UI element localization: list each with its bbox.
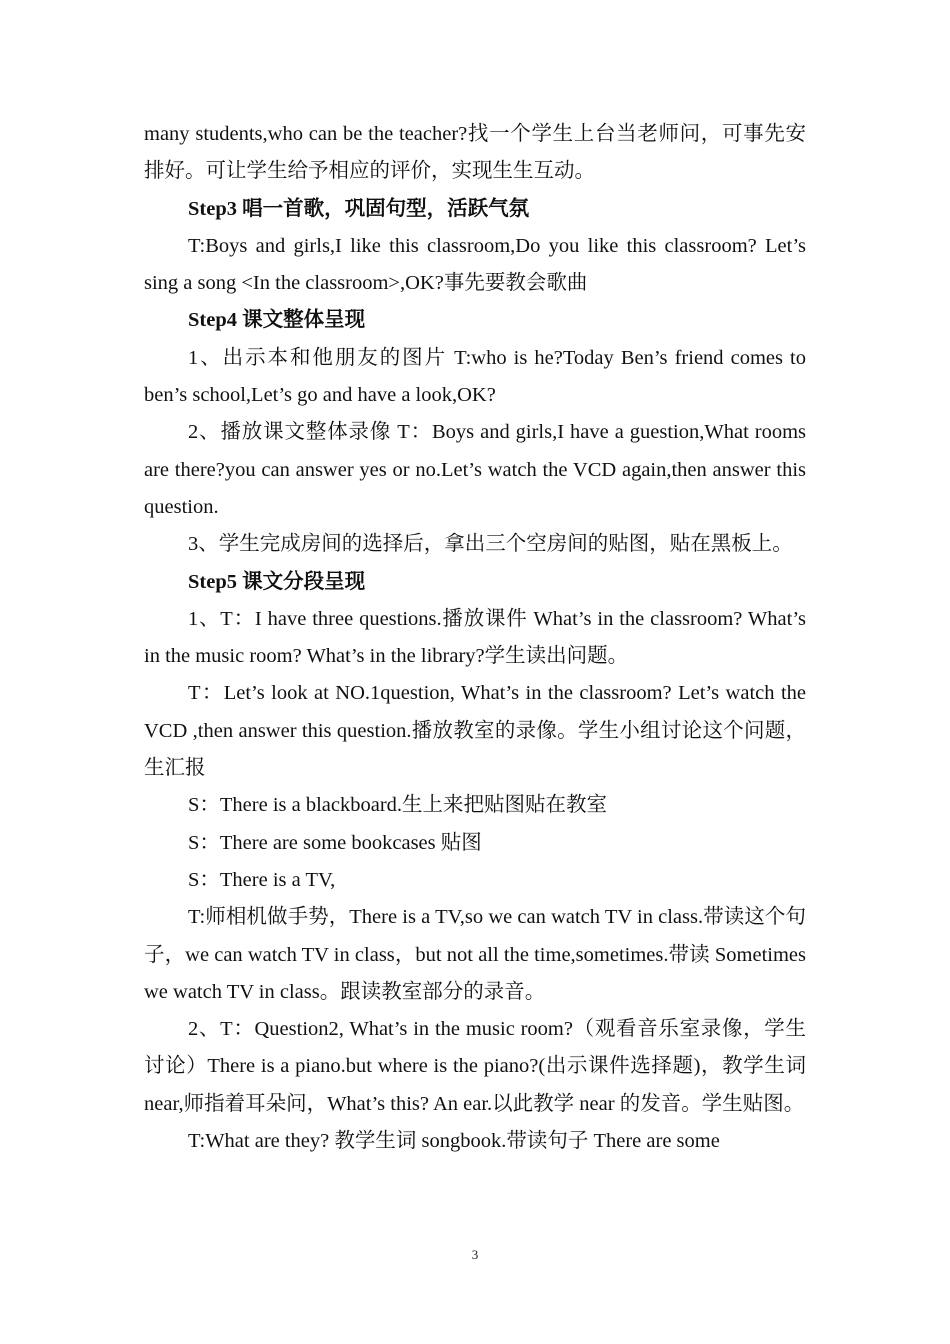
- paragraph-step5-item1: 1、T：I have three questions.播放课件 What’s in the classroom? What’s in the music room? What’s in the library?学生读出问题。: [144, 607, 806, 668]
- heading-step5: Step5 课文分段呈现: [188, 570, 366, 593]
- paragraph-teacher-tv: T:师相机做手势，There is a TV,so we can watch TV in class.带读这个句子，we can watch TV in class，but not all the time,sometimes.带读 Sometimes we watch TV in class。跟读教室部分的录音。: [144, 906, 806, 1003]
- paragraph-intro: many students,who can be the teacher?找一个学生上台当老师问，可事先安排好。可让学生给予相应的评价，实现生生互动。: [144, 123, 806, 183]
- heading-step4: Step4 课文整体呈现: [188, 309, 366, 332]
- paragraph-step4-item1: 1、出示本和他朋友的图片 T:who is he?Today Ben’s friend comes to ben’s school,Let’s go and have a look,OK?: [144, 346, 806, 407]
- paragraph-student-answer-3: S：There is a TV,: [188, 868, 336, 891]
- paragraph-step3-song: T:Boys and girls,I like this classroom,Do you like this classroom? Let’s sing a song <In the classroom>,OK?事先要教会歌曲: [144, 234, 806, 295]
- page-number: 3: [471, 1247, 479, 1262]
- paragraph-step4-item3: 3、学生完成房间的选择后，拿出三个空房间的贴图，贴在黑板上。: [188, 533, 793, 556]
- paragraph-step5-question1: T：Let’s look at NO.1question, What’s in the classroom? Let’s watch the VCD ,then answer this question.播放教室的录像。学生小组讨论这个问题，生汇报: [144, 682, 806, 780]
- paragraph-student-answer-1: S：There is a blackboard.生上来把贴图贴在教室: [188, 794, 608, 817]
- paragraph-teacher-songbook: T:What are they? 教学生词 songbook.带读句子 There are some: [188, 1130, 720, 1153]
- document-body: [144, 116, 806, 1160]
- paragraph-step5-item2: 2、T：Question2, What’s in the music room?（观看音乐室录像，学生讨论）There is a piano.but where is the piano?(出示课件选择题)，教学生词 near,师指着耳朵问，What’s this? An ear.以此教学 near 的发音。学生贴图。: [144, 1018, 806, 1115]
- paragraph-step4-item2: 2、播放课文整体录像 T：Boys and girls,I have a guestion,What rooms are there?you can answer yes or no.Let’s watch the VCD again,then answer this question.: [144, 421, 806, 518]
- paragraph-student-answer-2: S：There are some bookcases 贴图: [188, 831, 482, 854]
- heading-step3: Step3 唱一首歌，巩固句型，活跃气氛: [188, 197, 530, 220]
